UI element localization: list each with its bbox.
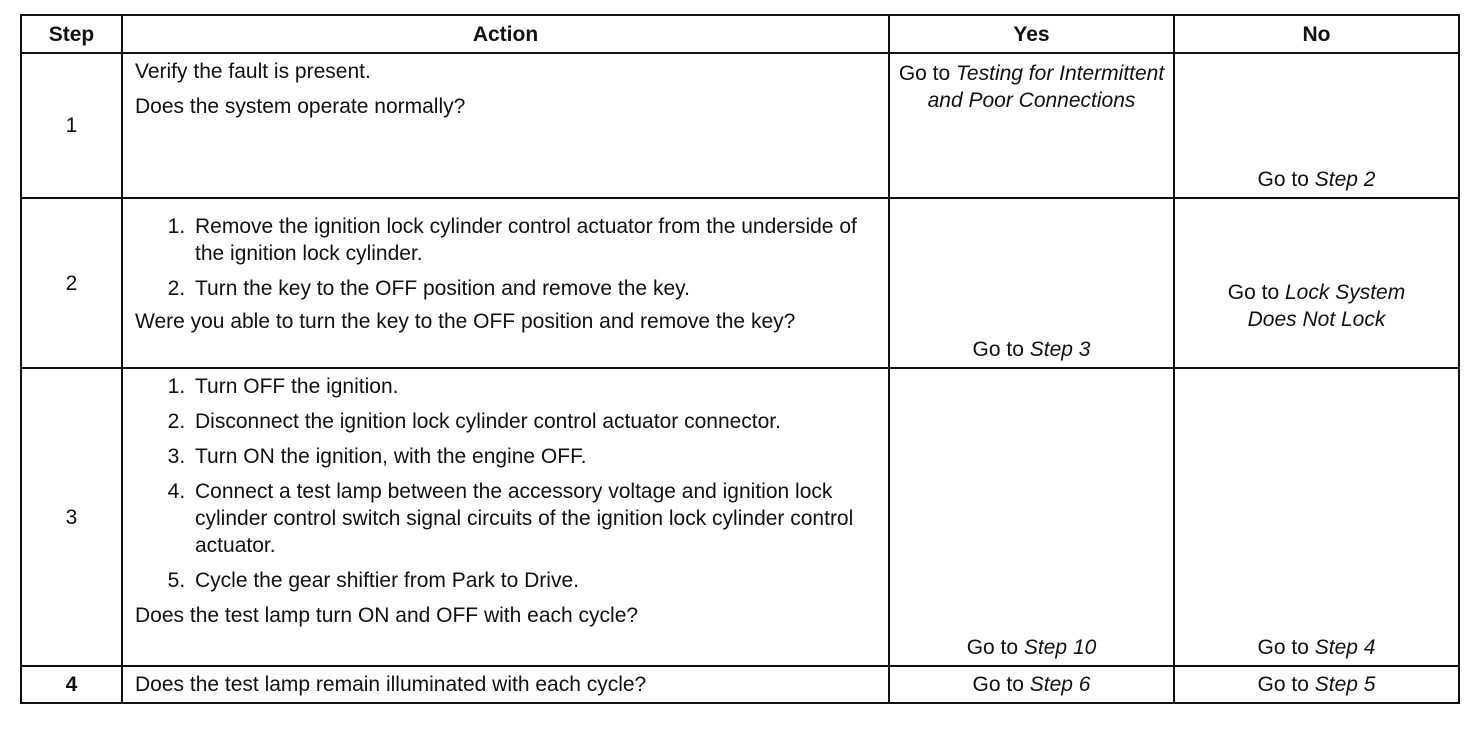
table-row: [21, 368, 1459, 666]
no-result: Go to Lock System Does Not Lock: [1227, 281, 1406, 331]
action-steps: [135, 213, 876, 302]
action-cell: [122, 198, 889, 368]
yes-cell: Go to Step 6: [889, 666, 1174, 703]
step-number: 2: [21, 198, 122, 368]
no-cell: [1174, 53, 1459, 198]
no-reference: Lock System Does Not Lock: [1247, 281, 1406, 331]
header-step: Step: [21, 15, 122, 53]
action-step: 1. Turn OFF the ignition.: [191, 373, 876, 400]
yes-result: Go to Step 3: [972, 338, 1091, 361]
table-header-row: [21, 15, 1459, 53]
yes-reference: Step 6: [1029, 673, 1091, 696]
action-step: 1. Remove the ignition lock cylinder control actuator from the underside of the ignition lock cylinder.: [191, 213, 876, 267]
step-number: 3: [21, 368, 122, 666]
action-step: 2. Turn the key to the OFF position and remove the key.: [191, 275, 876, 302]
header-action: Action: [122, 15, 889, 53]
table-row: [21, 666, 1459, 703]
no-cell: [1174, 198, 1459, 368]
header-yes: Yes: [889, 15, 1174, 53]
step-number: 1: [21, 53, 122, 198]
step-number: 4: [21, 666, 122, 703]
action-question: Does the system operate normally?: [135, 95, 466, 118]
yes-result: Go to Testing for Intermittent and Poor Connections: [898, 62, 1165, 112]
no-reference: Step 4: [1314, 636, 1376, 659]
action-steps: [135, 373, 876, 594]
action-question: Does the test lamp turn ON and OFF with each cycle?: [135, 604, 639, 627]
action-cell: [122, 666, 889, 703]
action-question: Were you able to turn the key to the OFF position and remove the key?: [135, 310, 796, 333]
no-cell: Go to Step 5: [1174, 666, 1459, 703]
no-cell: [1174, 368, 1459, 666]
no-result: Go to Step 2: [1257, 168, 1376, 191]
yes-reference: Testing for Intermittent and Poor Connections: [927, 62, 1165, 112]
yes-result: Go to Step 10: [966, 636, 1097, 659]
no-reference: Step 2: [1314, 168, 1376, 191]
action-step: 2. Disconnect the ignition lock cylinder control actuator connector.: [191, 408, 876, 435]
yes-cell: [889, 198, 1174, 368]
action-step: 5. Cycle the gear shiftier from Park to Drive.: [191, 567, 876, 594]
table-row: [21, 198, 1459, 368]
diagnostic-table: [20, 14, 1460, 704]
no-result: Go to Step 4: [1257, 636, 1376, 659]
yes-reference: Step 10: [1023, 636, 1097, 659]
table-row: [21, 53, 1459, 198]
no-reference: Step 5: [1314, 673, 1376, 696]
action-step: 4. Connect a test lamp between the accessory voltage and ignition lock cylinder control switch signal circuits of the ignition lock cylinder control actuator.: [191, 478, 876, 559]
action-step: 3. Turn ON the ignition, with the engine OFF.: [191, 443, 876, 470]
action-cell: [122, 53, 889, 198]
yes-cell: [889, 53, 1174, 198]
yes-cell: [889, 368, 1174, 666]
yes-reference: Step 3: [1029, 338, 1091, 361]
header-no: No: [1174, 15, 1459, 53]
action-cell: [122, 368, 889, 666]
action-text: Verify the fault is present.: [135, 60, 371, 83]
action-question: Does the test lamp remain illuminated with each cycle?: [135, 673, 647, 696]
